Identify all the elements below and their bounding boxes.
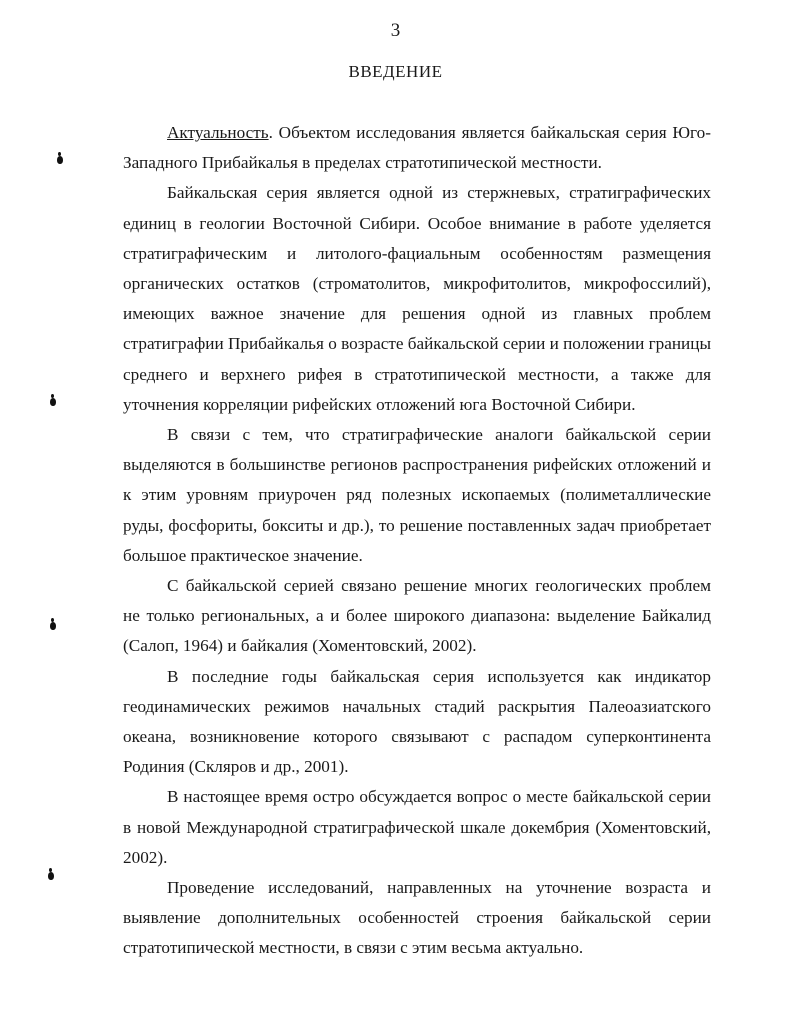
paragraph-relevance: Актуальность. Объектом исследования является байкальская серия Юго-Западного Прибайкалья в пределах стратотипической местности. bbox=[123, 123, 711, 173]
paragraph: Проведение исследований, направленных на уточнение возраста и выявление дополнительных особенностей строения байкальской серии стратотипической местности, в связи с этим весьма актуально. bbox=[123, 878, 711, 958]
margin-mark bbox=[57, 156, 63, 164]
relevance-label: Актуальность bbox=[167, 123, 269, 142]
margin-mark bbox=[50, 398, 56, 406]
margin-mark bbox=[50, 622, 56, 630]
paragraph: В последние годы байкальская серия используется как индикатор геодинамических режимов начальных стадий раскрытия Палеоазиатского океана, возникновение которого связывают с распадом суперконтинента Родиния (Скляров и др., 2001). bbox=[123, 666, 711, 777]
page-number: 3 bbox=[390, 20, 401, 41]
section-heading: ВВЕДЕНИЕ bbox=[348, 62, 443, 81]
paragraph: В настоящее время остро обсуждается вопрос о месте байкальской серии в новой Международной стратиграфической шкале докембрия (Хоментовский, 2002). bbox=[123, 787, 711, 867]
margin-mark bbox=[48, 872, 54, 880]
paragraph: Байкальская серия является одной из стержневых, стратиграфических единиц в геологии Восточной Сибири. Особое внимание в работе уделяется стратиграфическим и литолого-фациальным особенностям размещения органических остатков (строматолитов, микрофитолитов, микрофоссилий), имеющих важное значение для решения одной из главных проблем стратиграфии Прибайкалья о возрасте байкальской серии и положении границы среднего и верхнего рифея в стратотипической местности, а также для уточнения корреляции рифейских отложений юга Восточной Сибири. bbox=[123, 183, 711, 414]
paragraph: С байкальской серией связано решение многих геологических проблем не только региональных, а и более широкого диапазона: выделение Байкалид (Салоп, 1964) и байкалия (Хоментовский, 2002). bbox=[123, 576, 711, 656]
paragraph: В связи с тем, что стратиграфические аналоги байкальской серии выделяются в большинстве регионов распространения рифейских отложений и к этим уровням приурочен ряд полезных ископаемых (полиметаллические руды, фосфориты, бокситы и др.), то решение поставленных задач приобретает большое практическое значение. bbox=[123, 425, 711, 565]
body-text bbox=[123, 118, 711, 964]
